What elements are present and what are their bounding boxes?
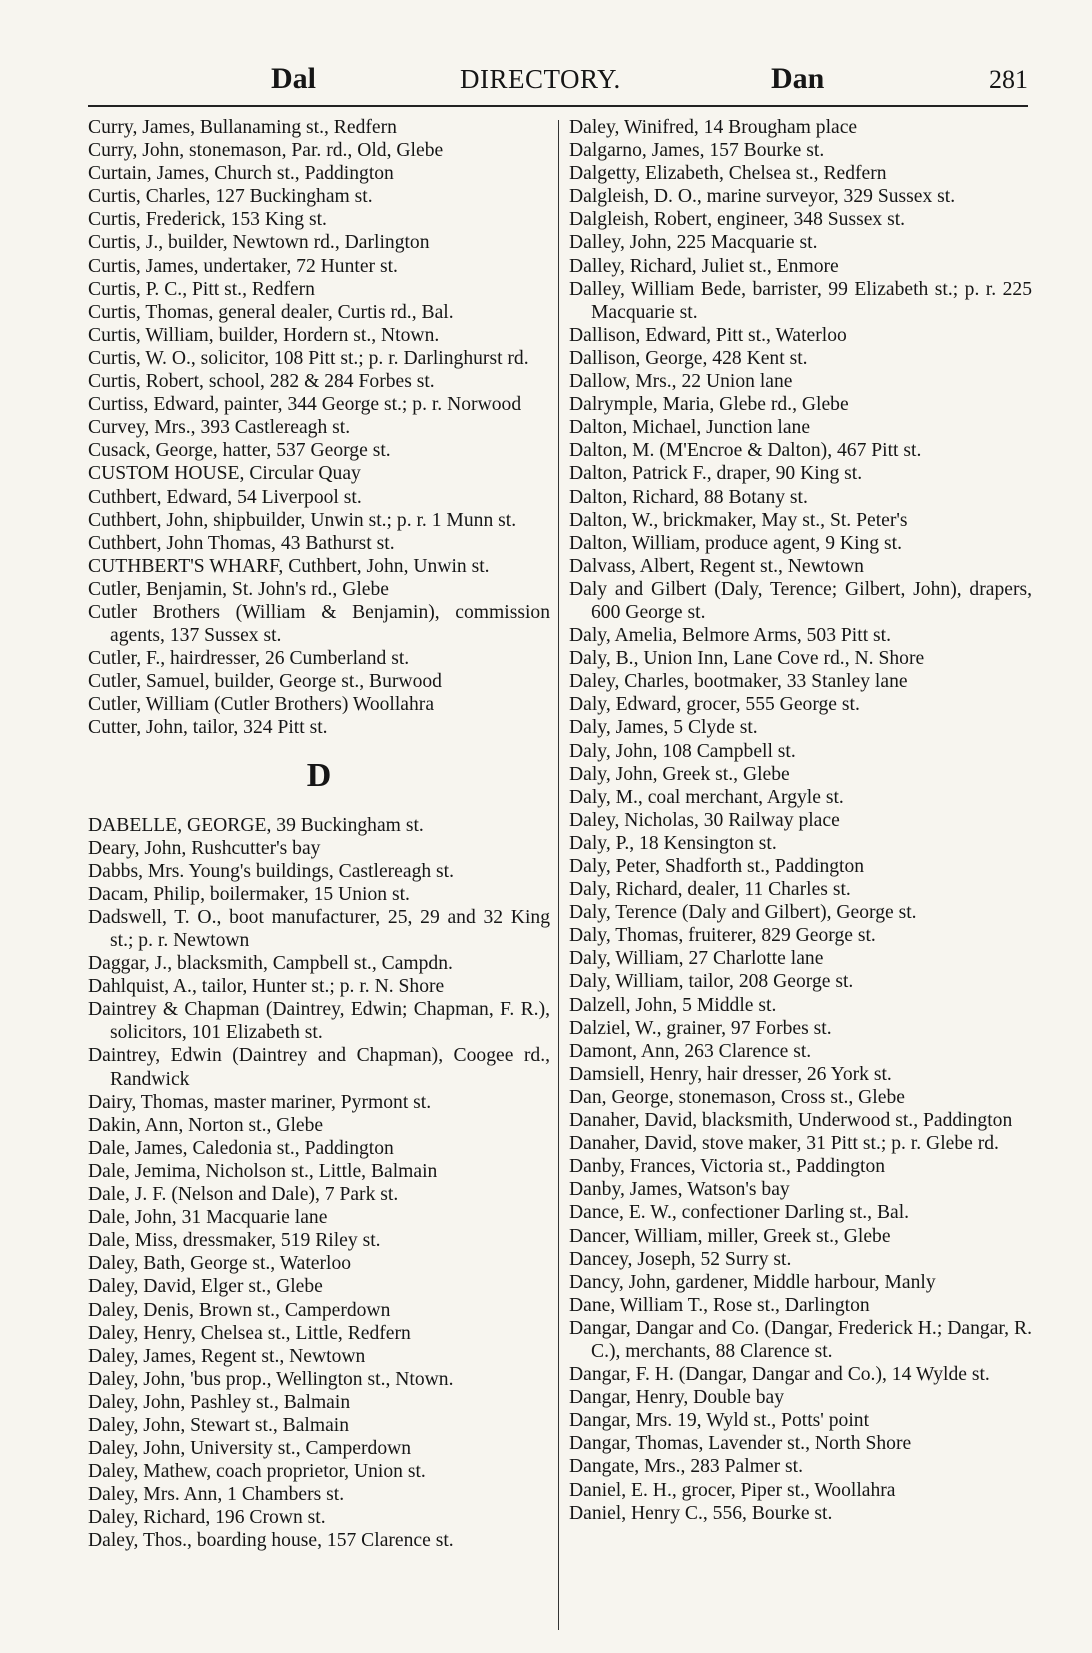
directory-entry: Daggar, J., blacksmith, Campbell st., Campdn.: [88, 953, 453, 975]
directory-entry: CUSTOM HOUSE, Circular Quay: [88, 463, 361, 485]
directory-entry: Cusack, George, hatter, 537 George st.: [88, 440, 391, 462]
directory-entry: Daly, James, 5 Clyde st.: [569, 717, 758, 739]
directory-entry: Daly, John, Greek st., Glebe: [569, 763, 790, 785]
directory-entry: Dallison, Edward, Pitt st., Waterloo: [569, 324, 847, 346]
directory-entry: Daly, William, 27 Charlotte lane: [569, 948, 824, 970]
directory-entry: Dangar, Thomas, Lavender st., North Shore: [569, 1433, 912, 1455]
directory-entry: Curvey, Mrs., 393 Castlereagh st.: [88, 417, 351, 439]
directory-entry: Dalton, Richard, 88 Botany st.: [569, 486, 808, 508]
directory-entry: Daly, Peter, Shadforth st., Paddington: [569, 856, 865, 877]
directory-entry: DABELLE, GEORGE, 39 Buckingham st.: [88, 814, 424, 836]
directory-entry: CUTHBERT'S WHARF, Cuthbert, John, Unwin st.: [88, 555, 490, 577]
header-right-guide-word: Dan: [771, 62, 825, 95]
directory-entry: Dalzell, John, 5 Middle st.: [569, 994, 777, 1016]
directory-entry: Daly, Richard, dealer, 11 Charles st.: [569, 879, 851, 901]
column-divider: [558, 120, 559, 1630]
directory-entry: Dairy, Thomas, master mariner, Pyrmont st.: [88, 1091, 432, 1113]
directory-entry: Daly and Gilbert (Daly, Terence; Gilbert, John), drapers, 600 George st.: [569, 578, 1032, 623]
directory-entry: Danby, James, Watson's bay: [569, 1179, 790, 1201]
directory-entry: Damsiell, Henry, hair dresser, 26 York st.: [569, 1063, 892, 1085]
directory-entry: Curtis, W. O., solicitor, 108 Pitt st.; p. r. Darlinghurst rd.: [88, 347, 529, 369]
directory-entry: Daley, Charles, bootmaker, 33 Stanley lane: [569, 671, 908, 693]
directory-entry: Daniel, E. H., grocer, Piper st., Woollahra: [569, 1479, 896, 1501]
directory-entry: Dalley, John, 225 Macquarie st.: [569, 232, 818, 254]
directory-entry: Daley, David, Elger st., Glebe: [88, 1276, 323, 1298]
page-header: [88, 62, 1028, 102]
directory-entry: Dangar, Henry, Double bay: [569, 1387, 785, 1409]
directory-entry: Daley, Mathew, coach proprietor, Union st.: [88, 1461, 426, 1483]
right-entries: [569, 116, 1032, 1525]
directory-entry: Curtis, Thomas, general dealer, Curtis rd., Bal.: [88, 301, 454, 323]
directory-entry: Dale, John, 31 Macquarie lane: [88, 1207, 328, 1229]
directory-entry: Daly, P., 18 Kensington st.: [569, 832, 777, 854]
directory-entry: Dancer, William, miller, Greek st., Glebe: [569, 1225, 891, 1247]
directory-entry: Daley, John, Pashley st., Balmain: [88, 1391, 351, 1413]
directory-entry: Daley, Denis, Brown st., Camperdown: [88, 1299, 391, 1321]
directory-entry: Daly, John, 108 Campbell st.: [569, 740, 796, 762]
directory-entry: Curtain, James, Church st., Paddington: [88, 163, 394, 185]
directory-entry: Dacam, Philip, boilermaker, 15 Union st.: [88, 883, 410, 905]
directory-entry: Curtis, Frederick, 153 King st.: [88, 209, 327, 231]
directory-entry: Daly, Terence (Daly and Gilbert), George st.: [569, 902, 917, 924]
section-letter: D: [306, 756, 332, 794]
directory-entry: Dadswell, T. O., boot manufacturer, 25, 29 and 32 King st.; p. r. Newtown: [88, 906, 550, 951]
directory-entry: Dancy, John, gardener, Middle harbour, Manly: [569, 1271, 936, 1293]
directory-entry: Dallison, George, 428 Kent st.: [569, 347, 808, 369]
directory-entry: Curtis, P. C., Pitt st., Redfern: [88, 278, 315, 300]
directory-entry: Danaher, David, blacksmith, Underwood st., Paddington: [569, 1110, 1013, 1132]
directory-entry: Dalgleish, D. O., marine surveyor, 329 Sussex st.: [569, 186, 956, 208]
directory-entry: Dalton, Michael, Junction lane: [569, 417, 811, 439]
directory-entry: Daly, Thomas, fruiterer, 829 George st.: [569, 925, 876, 947]
directory-entry: Dalrymple, Maria, Glebe rd., Glebe: [569, 394, 849, 416]
directory-entry: Dangar, F. H. (Dangar, Dangar and Co.), 14 Wylde st.: [569, 1364, 990, 1386]
directory-entry: Curtis, James, undertaker, 72 Hunter st.: [88, 255, 398, 277]
left-entries-before: [88, 116, 550, 740]
directory-entry: Daley, James, Regent st., Newtown: [88, 1345, 366, 1367]
directory-entry: Daly, M., coal merchant, Argyle st.: [569, 786, 844, 808]
header-rule: [88, 105, 1028, 107]
directory-entry: Daintrey & Chapman (Daintrey, Edwin; Chapman, F. R.), solicitors, 101 Elizabeth st.: [88, 999, 550, 1044]
directory-entry: Daley, Thos., boarding house, 157 Clarence st.: [88, 1530, 454, 1552]
header-title: DIRECTORY.: [460, 64, 621, 94]
directory-entry: Daley, Winifred, 14 Brougham place: [569, 117, 858, 138]
directory-entry: Dalton, W., brickmaker, May st., St. Peter's: [569, 509, 908, 531]
directory-entry: Dahlquist, A., tailor, Hunter st.; p. r. N. Shore: [88, 976, 445, 998]
directory-entry: Cutler Brothers (William & Benjamin), commission agents, 137 Sussex st.: [88, 601, 550, 647]
directory-entry: Dabbs, Mrs. Young's buildings, Castlereagh st.: [88, 860, 455, 882]
directory-entry: Dane, William T., Rose st., Darlington: [569, 1294, 870, 1316]
directory-entry: Dangar, Mrs. 19, Wyld st., Potts' point: [569, 1410, 870, 1432]
directory-entry: Daley, Henry, Chelsea st., Little, Redfern: [88, 1322, 411, 1344]
directory-entry: Curtis, J., builder, Newtown rd., Darlington: [88, 232, 430, 254]
directory-entry: Dalley, William Bede, barrister, 99 Elizabeth st.; p. r. 225 Macquarie st.: [569, 278, 1032, 323]
directory-entry: Dallow, Mrs., 22 Union lane: [569, 371, 793, 393]
directory-entry: Dalgarno, James, 157 Bourke st.: [569, 140, 825, 162]
directory-entry: Curtis, Charles, 127 Buckingham st.: [88, 186, 373, 208]
directory-entry: Daley, Bath, George st., Waterloo: [88, 1253, 352, 1275]
directory-entry: Cutler, F., hairdresser, 26 Cumberland st.: [88, 648, 410, 670]
directory-entry: Curtis, Robert, school, 282 & 284 Forbes st.: [88, 371, 435, 393]
directory-entry: Dan, George, stonemason, Cross st., Glebe: [569, 1086, 905, 1108]
directory-entry: Cutler, Samuel, builder, George st., Burwood: [88, 671, 442, 693]
directory-entry: Daley, John, University st., Camperdown: [88, 1438, 412, 1460]
directory-entry: Dakin, Ann, Norton st., Glebe: [88, 1114, 324, 1136]
right-column: [569, 116, 1032, 1525]
directory-entry: Curtis, William, builder, Hordern st., Ntown.: [88, 324, 440, 346]
directory-entry: Dalgleish, Robert, engineer, 348 Sussex st.: [569, 209, 906, 231]
directory-entry: Dale, Jemima, Nicholson st., Little, Balmain: [88, 1160, 438, 1182]
page-number: 281: [989, 65, 1028, 94]
directory-entry: Daintrey, Edwin (Daintrey and Chapman), Coogee rd., Randwick: [88, 1045, 550, 1090]
directory-entry: Damont, Ann, 263 Clarence st.: [569, 1040, 812, 1062]
directory-entry: Daniel, Henry C., 556, Bourke st.: [569, 1502, 833, 1524]
directory-entry: Dalgetty, Elizabeth, Chelsea st., Redfern: [569, 163, 887, 185]
header-left-guide-word: Dal: [271, 62, 316, 95]
directory-entry: Cuthbert, John Thomas, 43 Bathurst st.: [88, 532, 395, 554]
directory-entry: Daley, Mrs. Ann, 1 Chambers st.: [88, 1484, 345, 1506]
directory-entry: Daley, John, 'bus prop., Wellington st., Ntown.: [88, 1368, 454, 1390]
directory-entry: Curry, John, stonemason, Par. rd., Old, Glebe: [88, 140, 444, 162]
directory-entry: Cuthbert, Edward, 54 Liverpool st.: [88, 486, 362, 508]
directory-entry: Dalvass, Albert, Regent st., Newtown: [569, 555, 864, 577]
directory-entry: Dalton, M. (M'Encroe & Dalton), 467 Pitt st.: [569, 440, 922, 462]
directory-entry: Cutter, John, tailor, 324 Pitt st.: [88, 717, 328, 739]
directory-entry: Dangate, Mrs., 283 Palmer st.: [569, 1456, 803, 1478]
directory-entry: Dangar, Dangar and Co. (Dangar, Frederick H.; Dangar, R. C.), merchants, 88 Clarence st.: [569, 1317, 1032, 1362]
directory-entry: Daly, Edward, grocer, 555 George st.: [569, 694, 860, 716]
directory-entry: Dalley, Richard, Juliet st., Enmore: [569, 255, 839, 277]
directory-entry: Daley, Richard, 196 Crown st.: [88, 1507, 326, 1529]
directory-entry: Daly, B., Union Inn, Lane Cove rd., N. Shore: [569, 648, 925, 670]
directory-entry: Daly, William, tailor, 208 George st.: [569, 971, 854, 993]
directory-entry: Danaher, David, stove maker, 31 Pitt st.; p. r. Glebe rd.: [569, 1133, 999, 1155]
directory-entry: Curry, James, Bullanaming st., Redfern: [88, 117, 397, 138]
directory-entry: Deary, John, Rushcutter's bay: [88, 837, 321, 859]
directory-entry: Cuthbert, John, shipbuilder, Unwin st.; p. r. 1 Munn st.: [88, 509, 517, 531]
directory-entry: Dance, E. W., confectioner Darling st., Bal.: [569, 1202, 910, 1224]
directory-entry: Dale, J. F. (Nelson and Dale), 7 Park st.: [88, 1184, 399, 1206]
directory-entry: Dalziel, W., grainer, 97 Forbes st.: [569, 1017, 832, 1039]
directory-entry: Daly, Amelia, Belmore Arms, 503 Pitt st.: [569, 625, 892, 647]
directory-entry: Dalton, Patrick F., draper, 90 King st.: [569, 463, 863, 485]
directory-entry: Danby, Frances, Victoria st., Paddington: [569, 1156, 886, 1178]
directory-entry: Dancey, Joseph, 52 Surry st.: [569, 1248, 792, 1270]
directory-entry: Cutler, Benjamin, St. John's rd., Glebe: [88, 578, 389, 600]
directory-entry: Curtiss, Edward, painter, 344 George st.; p. r. Norwood: [88, 394, 522, 416]
directory-entry: Dale, Miss, dressmaker, 519 Riley st.: [88, 1230, 381, 1252]
directory-entry: Daley, Nicholas, 30 Railway place: [569, 809, 840, 831]
directory-entry: Cutler, William (Cutler Brothers) Woollahra: [88, 694, 435, 716]
directory-entry: Dalton, William, produce agent, 9 King st.: [569, 532, 902, 554]
left-entries-after: [88, 814, 550, 1553]
directory-entry: Daley, John, Stewart st., Balmain: [88, 1414, 350, 1436]
left-column: [88, 116, 550, 1553]
directory-entry: Dale, James, Caledonia st., Paddington: [88, 1137, 394, 1159]
